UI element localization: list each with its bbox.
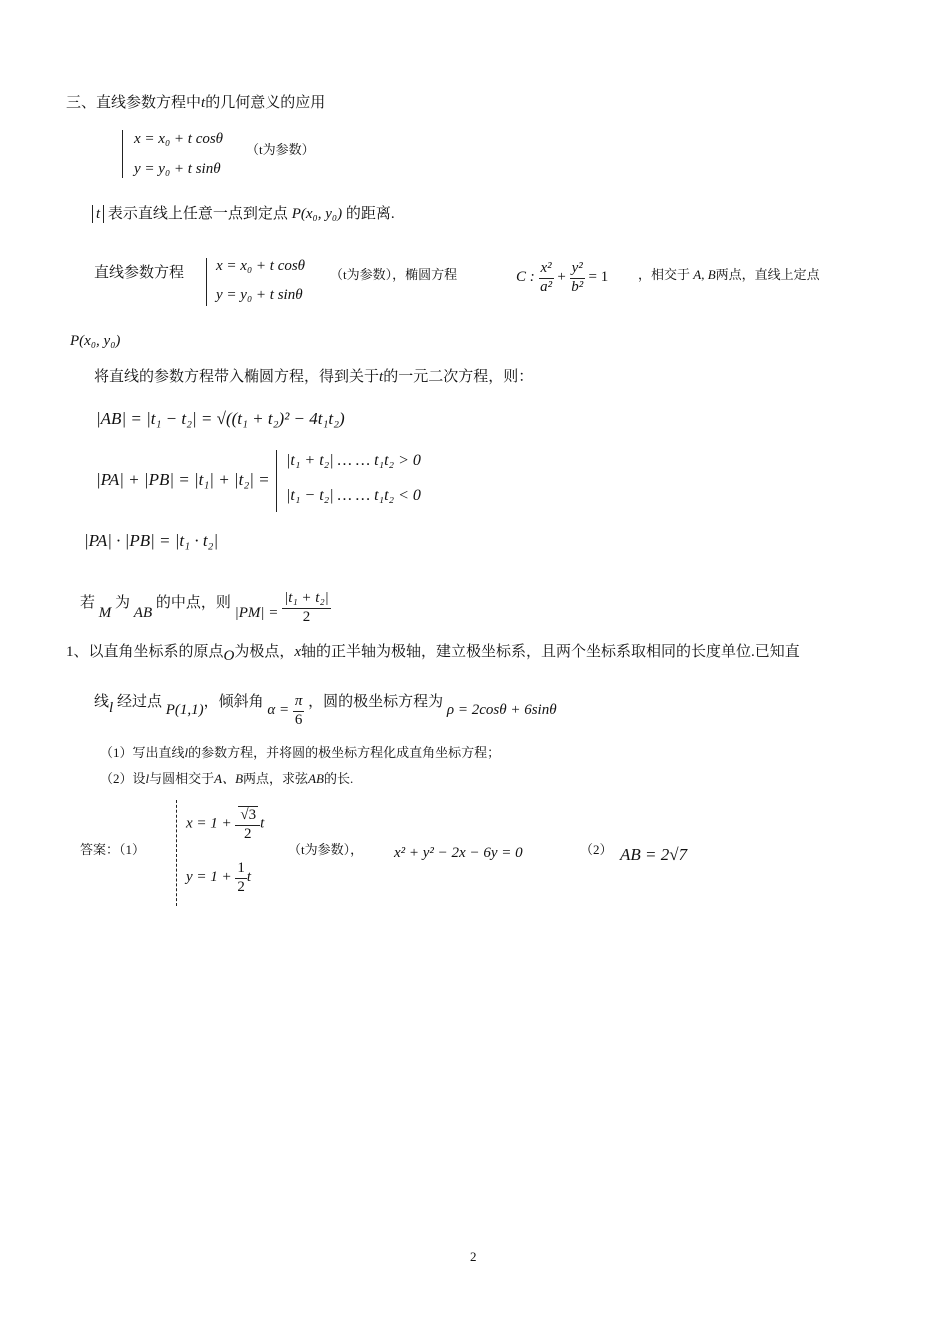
answer-param: （t为参数）， <box>288 842 364 857</box>
ellipse-equation: C : $\frac{\text{x²}}{\text{a²}}$ + $\frac{\text{y²}}{\text{b²}}$ = 1 <box>516 260 609 295</box>
formula-product: |PA| · |PB| = |t₁ · t₂| <box>84 531 219 550</box>
brace <box>276 450 283 512</box>
midpoint-line: 若 M 为 AB 的中点，则 |PM| = $\frac{\text{|t₁ + t₂|}}{2}$ <box>80 590 329 625</box>
brace <box>176 800 183 906</box>
answer-circle: x² + y² − 2x − 6y = 0 <box>394 845 523 861</box>
problem-line-1: 1、以直角坐标系的原点O为极点，x轴的正半轴为极轴，建立极坐标系，且两个坐标系取相同的长度单位.已知直 <box>66 644 800 664</box>
brace <box>122 130 129 178</box>
question-2: （2）设l与圆相交于A、B两点，求弦AB的长. <box>100 771 354 786</box>
page-number: 2 <box>470 1249 477 1264</box>
brace <box>206 258 213 306</box>
param-eq-x: x = x₀ + t cosθ <box>134 131 224 147</box>
formula-ab: |AB| = |t₁ − t₂| = √((t₁ + t₂)² − 4t₁t₂) <box>96 409 345 428</box>
section-title: 三、直线参数方程中t的几何意义的应用 <box>66 95 326 111</box>
ellipse-text: （t为参数），椭圆方程 <box>330 267 458 282</box>
formula-sum-case1: |t₁ + t₂| … … t₁t₂ > 0 <box>286 452 421 469</box>
formula-sum-left: |PA| + |PB| = |t₁| + |t₂| = <box>96 470 270 489</box>
problem-line-2: 线l 经过点 P(1,1)，倾斜角 α = $\frac{\pi}{6}$ ，圆的极坐标方程为 ρ = 2cosθ + 6sinθ <box>94 693 557 728</box>
answer-x: x = 1 + $\frac{√3}{2}$ t <box>186 807 265 842</box>
param-eq-y: y = y₀ + t sinθ <box>134 161 221 177</box>
param-note: （t为参数） <box>246 142 315 157</box>
line-eq-x: x = x₀ + t cosθ <box>216 258 306 274</box>
answer-label: 答案：（1） <box>80 842 146 857</box>
abs-t-line: t 表示直线上任意一点到定点 P(x₀, y₀) 的距离. <box>92 205 395 223</box>
answer-ab: AB = 2√7 <box>620 845 688 864</box>
question-1: （1）写出直线l的参数方程，并将圆的极坐标方程化成直角坐标方程； <box>100 745 501 760</box>
formula-sum-case2: |t₁ − t₂| … … t₁t₂ < 0 <box>286 487 421 504</box>
line-eq-y: y = y₀ + t sinθ <box>216 287 303 303</box>
substitute-line: 将直线的参数方程带入椭圆方程，得到关于t的一元二次方程，则： <box>94 369 534 385</box>
line-eq-label: 直线参数方程 <box>94 265 185 281</box>
intersect-text: ，相交于 A, B两点，直线上定点 <box>638 267 820 282</box>
fixed-point: P(x₀, y₀) <box>70 333 121 349</box>
answer-y: y = 1 + $\frac{1}{2}$ t <box>186 860 252 895</box>
answer-2-label: （2） <box>580 842 613 857</box>
